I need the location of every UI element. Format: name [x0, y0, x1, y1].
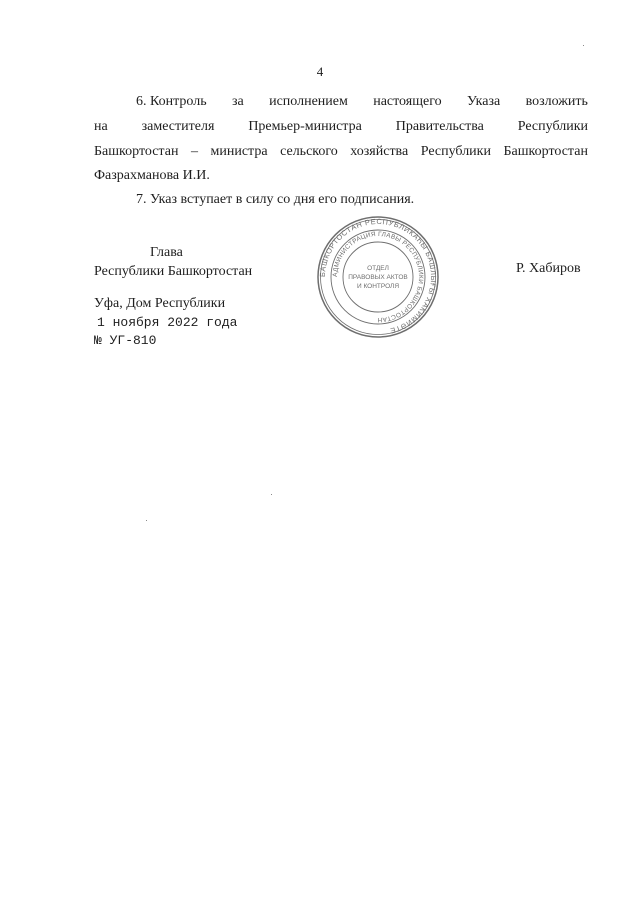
stamp-inner-ring-text: АДМИНИСТРАЦИЯ ГЛАВЫ РЕСПУБЛИКИ БАШКОРТОСТАН: [331, 230, 425, 324]
word: Башкортостан: [94, 144, 179, 159]
scan-speck: [271, 494, 272, 495]
footer-place: Уфа, Дом Республики: [94, 296, 226, 311]
stamp-center-line-3: И КОНТРОЛЯ: [356, 283, 400, 290]
paragraph-6-line-2: [94, 115, 588, 139]
word: возложить: [525, 94, 588, 109]
official-stamp: [316, 215, 440, 339]
word: Республики: [517, 119, 588, 134]
word: исполнением: [269, 94, 348, 109]
footer-number: № УГ-810: [94, 333, 157, 348]
word: министра: [210, 144, 268, 159]
word: сельского: [280, 144, 338, 159]
word: –: [190, 144, 198, 159]
footer-date: 1 ноября 2022 года: [97, 315, 238, 330]
stamp-center-line-2: ПРАВОВЫХ АКТОВ: [348, 274, 408, 281]
paragraph-6-line-4: Фазрахманова И.И.: [94, 168, 210, 183]
scan-speck: [583, 45, 584, 46]
stamp-outer-ring-text: БАШКОРТОСТАН РЕСПУБЛИКАҺЫ БАШЛЫҒЫ ХАКИМИӘТЕ: [317, 216, 439, 336]
word: на: [94, 119, 108, 134]
word: за: [231, 94, 244, 109]
word: настоящего: [373, 94, 442, 109]
paragraph-6-line-3: [94, 140, 588, 164]
page-number: 4: [316, 64, 324, 79]
signatory-name: Р. Хабиров: [516, 261, 581, 276]
scan-speck: [146, 520, 147, 521]
word: Башкортостан: [503, 144, 588, 159]
word: заместителя: [141, 119, 215, 134]
stamp-seal-icon: [316, 215, 440, 339]
signature-title-line-2: Республики Башкортостан: [94, 264, 253, 279]
word: Указа: [466, 94, 501, 109]
paragraph-7: 7. Указ вступает в силу со дня его подписания.: [136, 192, 415, 207]
word: хозяйства: [350, 144, 409, 159]
word: Премьер-министра: [248, 119, 362, 134]
signature-title-line-1: Глава: [150, 245, 183, 260]
word: Правительства: [395, 119, 484, 134]
stamp-center-line-1: ОТДЕЛ: [367, 265, 389, 272]
word: 6. Контроль: [136, 94, 207, 109]
word: Республики: [420, 144, 491, 159]
paragraph-6-line-1: [136, 90, 588, 114]
